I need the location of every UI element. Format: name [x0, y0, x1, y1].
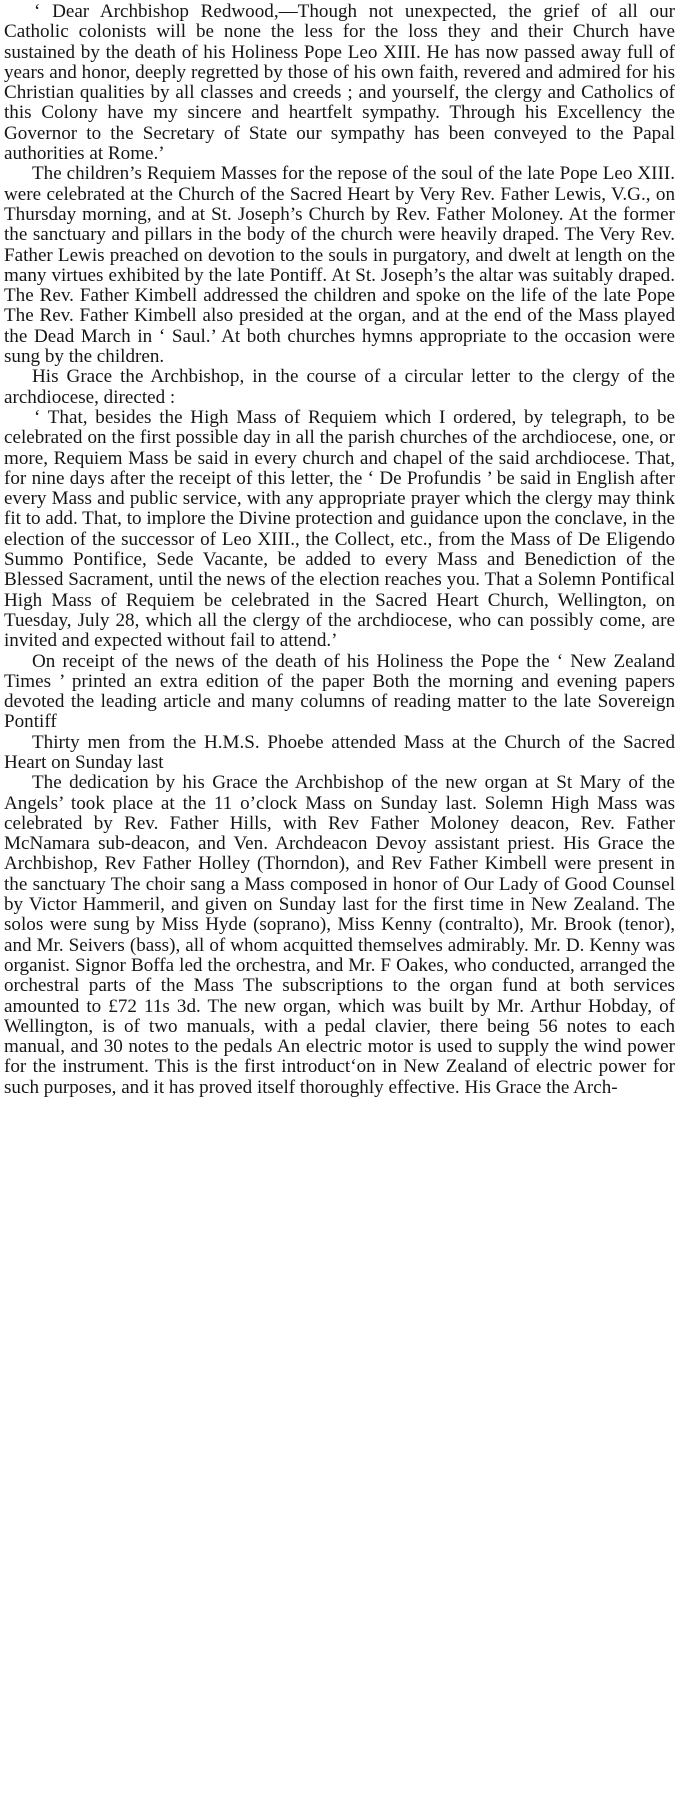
circular-letter-intro-paragraph: His Grace the Archbishop, in the course of a circular letter to the clergy of the archdiocese, directed :: [4, 366, 675, 408]
requiem-masses-paragraph: The children’s Requiem Masses for the repose of the soul of the late Pope Leo XIII. were celebrated at the Church of the Sacred Heart by Very Rev. Father Lewis, V.G., on Thursday morning, and at St. Joseph’s Church by Rev. Father Moloney. At the former the sanctuary and pillars in the body of the church were heavily draped. The Very Rev. Father Lewis preached on devotion to the souls in purgatory, and dwelt at length on the many virtues exhibited by the late Pontiff. At St. Joseph’s the altar was suitably draped. The Rev. Father Kimbell addressed the children and spoke on the life of the late Pope The Rev. Father Kimbell also presided at the organ, and at the end of the Mass played the Dead March in ‘ Saul.’ At both churches hymns appropriate to the occasion were sung by the children.: [4, 163, 675, 368]
phoebe-sailors-paragraph: Thirty men from the H.M.S. Phoebe attended Mass at the Church of the Sacred Heart on Sunday last: [4, 731, 675, 773]
organ-dedication-paragraph: The dedication by his Grace the Archbishop of the new organ at St Mary of the Angels’ took place at the 11 o’clock Mass on Sunday last. Solemn High Mass was celebrated by Rev. Father Hills, with Rev Father Moloney deacon, Rev. Father McNamara sub-deacon, and Ven. Archdeacon Devoy assistant priest. His Grace the Archbishop, Rev Father Holley (Thorndon), and Rev Father Kimbell were present in the sanctuary The choir sang a Mass composed in honor of Our Lady of Good Counsel by Victor Hammeril, and given on Sunday last for the first time in New Zealand. The solos were sung by Miss Hyde (soprano), Miss Kenny (contralto), Mr. Brook (tenor), and Mr. Seivers (bass), all of whom acquitted themselves admirably. Mr. D. Kenny was organist. Signor Boffa led the orchestra, and Mr. F Oakes, who conducted, arranged the orchestral parts of the Mass The subscriptions to the organ fund at both services amounted to £72 11s 3d. The new organ, which was built by Mr. Arthur Hobday, of Wellington, is of two manuals, with a pedal clavier, there being 56 notes to each manual, and 30 notes to the pedals An electric motor is used to supply the wind power for the instrument. This is the first introduct‘on in New Zealand of electric power for such purposes, and it has proved itself thoroughly effective. His Grace the Arch-: [4, 772, 675, 1098]
circular-letter-quote-paragraph: ‘ That, besides the High Mass of Requiem which I ordered, by telegraph, to be celebrated on the first possible day in all the parish churches of the archdiocese, one, or more, Requiem Mass be said in every church and chapel of the said archdiocese. That, for nine days after the receipt of this letter, the ‘ De Profundis ’ be said in English after every Mass and public service, with any appropriate prayer which the clergy may think fit to add. That, to implore the Divine protection and guidance upon the conclave, in the election of the successor of Leo XIII., the Collect, etc., from the Mass of De Eligendo Summo Pontifice, Sede Vacante, be added to every Mass and Benediction of the Blessed Sacrament, until the news of the election reaches you. That a Solemn Pontifical High Mass of Requiem be celebrated in the Sacred Heart Church, Wellington, on Tuesday, July 28, which all the clergy of the archdiocese, who can possibly come, are invited and expected without fail to attend.’: [4, 406, 675, 652]
telegram-quote-paragraph: ‘ Dear Archbishop Redwood,—Though not unexpected, the grief of all our Catholic colonists will be none the less for the loss they and their Church have sustained by the death of his Holiness Pope Leo XIII. He has now passed away full of years and honor, deeply regretted by those of his own faith, revered and admired for his Christian qualities by all classes and creeds ; and yourself, the clergy and Catholics of this Colony have my sincere and heartfelt sympathy. Through his Excellency the Governor to the Secretary of State our sympathy has been conveyed to the Papal authorities at Rome.’: [4, 1, 675, 165]
newspaper-edition-paragraph: On receipt of the news of the death of his Holiness the Pope the ‘ New Zealand Times ’ printed an extra edition of the paper Both the morning and evening papers devoted the leading article and many columns of reading matter to the late Sovereign Pontiff: [4, 650, 675, 733]
